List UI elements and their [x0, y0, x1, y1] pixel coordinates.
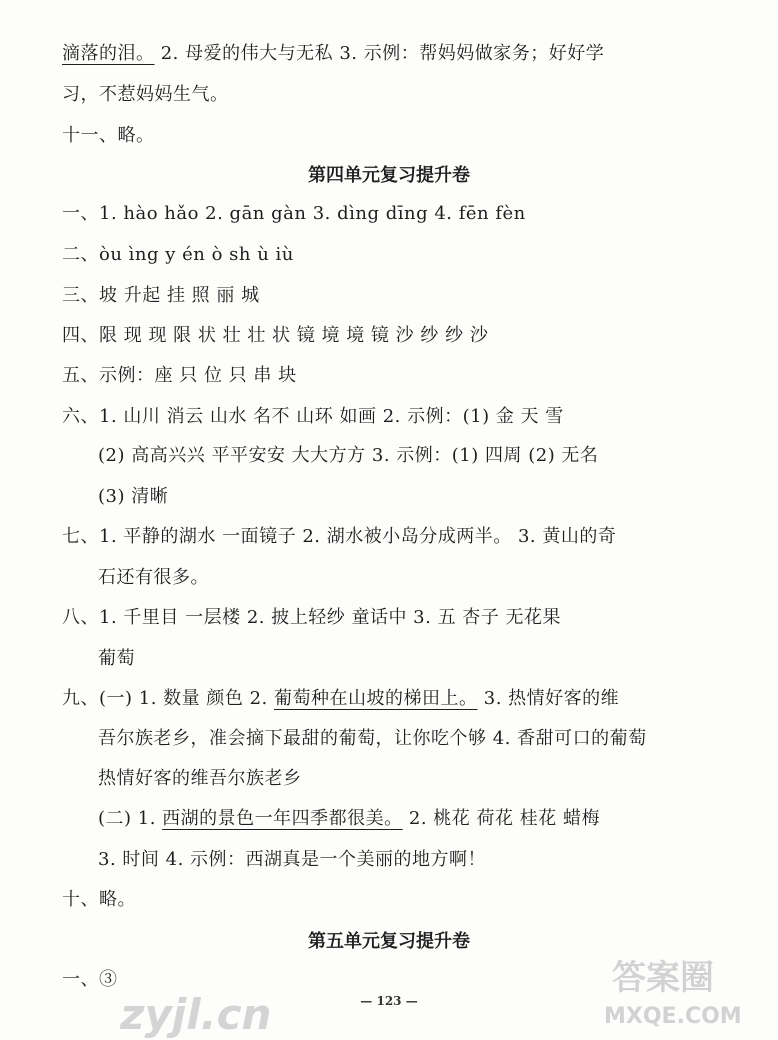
- text-line: [62, 685, 619, 713]
- text-line: [62, 40, 604, 68]
- text-line: 3. 时间 4. 示例：西湖真是一个美丽的地方啊！: [98, 849, 487, 870]
- section-heading: 第四单元复习提升卷: [308, 165, 470, 186]
- text-line: 一、③: [62, 969, 118, 990]
- text-line: 热情好客的维吾尔族老乡: [98, 768, 302, 789]
- answer-text: 九、(一) 1. 数量 颜色 2.: [62, 688, 275, 709]
- text-line: 二、òu ìng y én ò sh ù iù: [62, 244, 294, 265]
- watermark-logo: 答案圈: [612, 958, 714, 998]
- watermark-logo: zyjl.cn: [120, 990, 272, 1039]
- answer-text: 3. 热情好客的维: [477, 688, 620, 709]
- section-heading: 第五单元复习提升卷: [308, 931, 470, 952]
- text-line: 六、1. 山川 消云 山水 名不 山环 如画 2. 示例：(1) 金 天 雪: [62, 406, 564, 427]
- answer-text: 2. 母爱的伟大与无私 3. 示例：帮妈妈做家务；好好学: [154, 43, 605, 64]
- text-line: 葡萄: [98, 648, 135, 669]
- page-number: — 123 —: [360, 994, 418, 1008]
- text-line: (2) 高高兴兴 平平安安 大大方方 3. 示例：(1) 四周 (2) 无名: [98, 445, 599, 466]
- text-line: 习，不惹妈妈生气。: [62, 84, 229, 105]
- text-line: 四、限 现 现 限 状 壮 壮 状 镜 境 境 镜 沙 纱 纱 沙: [62, 325, 489, 346]
- text-line: 七、1. 平静的湖水 一面镜子 2. 湖水被小岛分成两半。 3. 黄山的奇: [62, 526, 617, 547]
- answer-text: 2. 桃花 荷花 桂花 蜡梅: [402, 808, 600, 829]
- text-line: 八、1. 千里目 一层楼 2. 披上轻纱 童话中 3. 五 杏子 无花果: [62, 607, 562, 628]
- text-line: 十一、略。: [62, 125, 155, 146]
- watermark-logo: MXQE.COM: [604, 1004, 742, 1029]
- underlined-answer: 滴落的泪。: [62, 43, 155, 64]
- text-line: 三、坡 升起 挂 照 丽 城: [62, 285, 260, 306]
- text-line: 一、1. hào hǎo 2. gān gàn 3. dìng dīng 4. fēn fèn: [62, 203, 526, 224]
- text-line: [98, 805, 600, 833]
- text-line: 石还有很多。: [98, 567, 209, 588]
- text-line: 五、示例：座 只 位 只 串 块: [62, 365, 297, 386]
- underlined-answer: 西湖的景色一年四季都很美。: [162, 808, 403, 829]
- text-line: 吾尔族老乡，准会摘下最甜的葡萄，让你吃个够 4. 香甜可口的葡萄: [98, 728, 647, 749]
- answer-text: (二) 1.: [98, 808, 163, 829]
- text-line: (3) 清晰: [98, 486, 169, 507]
- underlined-answer: 葡萄种在山坡的梯田上。: [274, 688, 478, 709]
- text-line: 十、略。: [62, 889, 136, 910]
